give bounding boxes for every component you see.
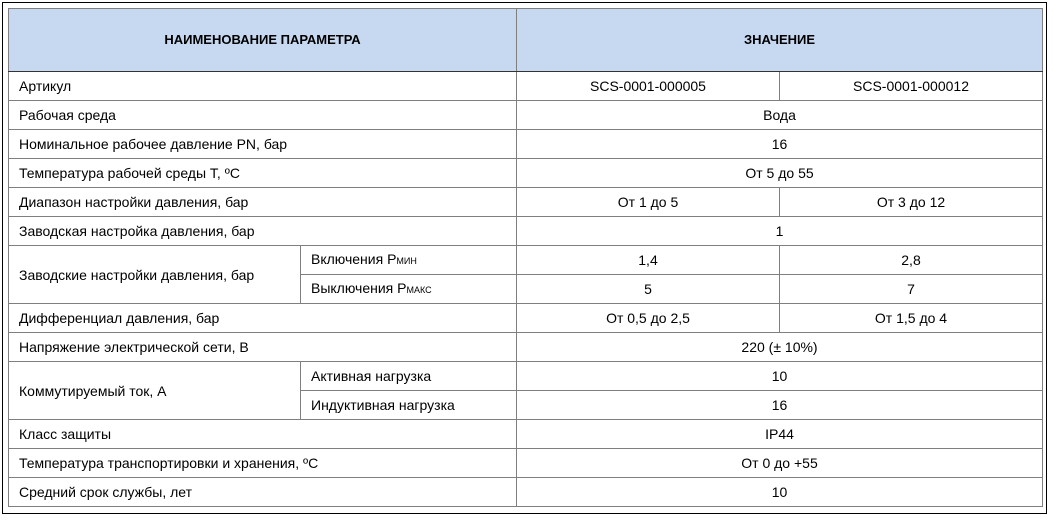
row-value: От 5 до 55 bbox=[517, 159, 1043, 188]
row-label: Коммутируемый ток, А bbox=[9, 362, 301, 420]
table-row bbox=[9, 130, 1043, 159]
row-label: Температура транспортировки и хранения, ºС bbox=[9, 449, 517, 478]
row-label: Дифференциал давления, бар bbox=[9, 304, 517, 333]
row-value: От 1,5 до 4 bbox=[780, 304, 1043, 333]
header-param: НАИМЕНОВАНИЕ ПАРАМЕТРА bbox=[9, 9, 517, 72]
table-row bbox=[9, 478, 1043, 507]
row-value: 7 bbox=[780, 275, 1043, 304]
table-row bbox=[9, 449, 1043, 478]
row-label: Класс защиты bbox=[9, 420, 517, 449]
table-row bbox=[9, 159, 1043, 188]
sub-label-text: Включения P bbox=[311, 251, 397, 267]
row-value: Вода bbox=[517, 101, 1043, 130]
table-row bbox=[9, 304, 1043, 333]
table-header-row bbox=[9, 9, 1043, 72]
row-label: Напряжение электрической сети, В bbox=[9, 333, 517, 362]
sub-label-subscript: МАКС bbox=[406, 285, 432, 295]
row-value: 5 bbox=[517, 275, 780, 304]
row-value: От 0,5 до 2,5 bbox=[517, 304, 780, 333]
row-value: 2,8 bbox=[780, 246, 1043, 275]
table-row bbox=[9, 217, 1043, 246]
table-row bbox=[9, 420, 1043, 449]
table-row bbox=[9, 246, 1043, 275]
row-value: 16 bbox=[517, 130, 1043, 159]
parameters-table bbox=[8, 8, 1043, 507]
table-row bbox=[9, 362, 1043, 391]
row-label: Номинальное рабочее давление PN, бар bbox=[9, 130, 517, 159]
row-label: Температура рабочей среды T, ºС bbox=[9, 159, 517, 188]
row-value: 220 (± 10%) bbox=[517, 333, 1043, 362]
row-value: IP44 bbox=[517, 420, 1043, 449]
table-row bbox=[9, 72, 1043, 101]
table-row bbox=[9, 188, 1043, 217]
row-value: 10 bbox=[517, 478, 1043, 507]
sub-label-text: Выключения P bbox=[311, 280, 407, 296]
row-label: Рабочая среда bbox=[9, 101, 517, 130]
row-value: 10 bbox=[517, 362, 1043, 391]
header-value: ЗНАЧЕНИЕ bbox=[517, 9, 1043, 72]
row-label: Диапазон настройки давления, бар bbox=[9, 188, 517, 217]
sub-label-subscript: МИН bbox=[396, 256, 417, 266]
row-value: 16 bbox=[517, 391, 1043, 420]
row-value: SCS-0001-000005 bbox=[517, 72, 780, 101]
row-value: От 0 до +55 bbox=[517, 449, 1043, 478]
row-label: Артикул bbox=[9, 72, 517, 101]
row-value: SCS-0001-000012 bbox=[780, 72, 1043, 101]
sub-label bbox=[301, 246, 517, 275]
row-value: От 1 до 5 bbox=[517, 188, 780, 217]
row-value: От 3 до 12 bbox=[780, 188, 1043, 217]
table-row bbox=[9, 333, 1043, 362]
sub-label bbox=[301, 275, 517, 304]
sub-label: Активная нагрузка bbox=[301, 362, 517, 391]
row-label: Средний срок службы, лет bbox=[9, 478, 517, 507]
row-label: Заводская настройка давления, бар bbox=[9, 217, 517, 246]
row-value: 1 bbox=[517, 217, 1043, 246]
sub-label: Индуктивная нагрузка bbox=[301, 391, 517, 420]
table-row bbox=[9, 101, 1043, 130]
row-value: 1,4 bbox=[517, 246, 780, 275]
row-label: Заводские настройки давления, бар bbox=[9, 246, 301, 304]
